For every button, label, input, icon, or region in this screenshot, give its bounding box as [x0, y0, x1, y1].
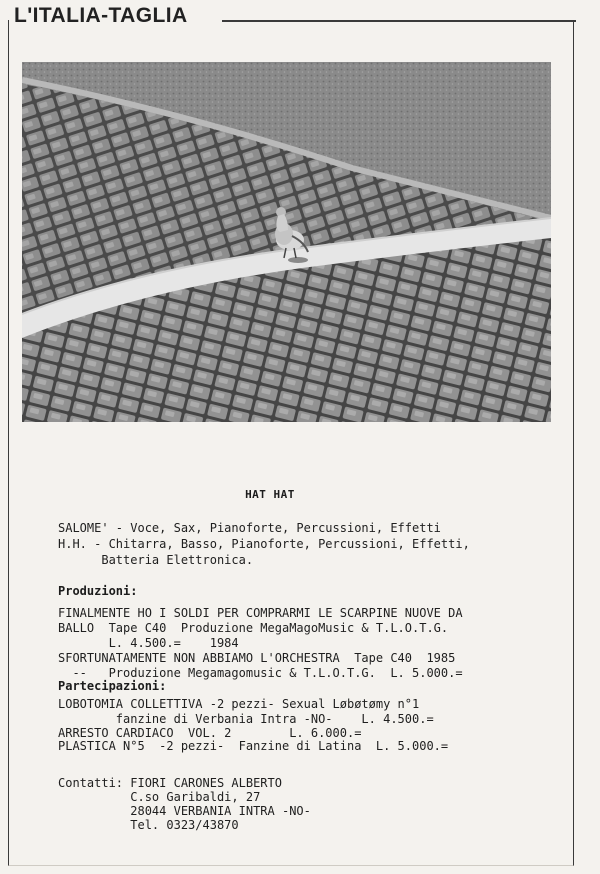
contact-line: Tel. 0323/43870	[58, 818, 239, 832]
participation-line: LOBOTOMIA COLLETTIVA -2 pezzi- Sexual Løbøtømy n°1	[58, 697, 420, 711]
band-member-line: Batteria Elettronica.	[58, 553, 254, 567]
participation-line: PLASTICA N°5 -2 pezzi- Fanzine di Latina L. 5.000.=	[58, 739, 449, 753]
production-line: SFORTUNATAMENTE NON ABBIAMO L'ORCHESTRA Tape C40 1985	[58, 651, 456, 665]
band-member-line: SALOME' - Voce, Sax, Pianoforte, Percussioni, Effetti	[58, 521, 441, 535]
production-line: -- Produzione Megamagomusic & T.L.O.T.G. L. 5.000.=	[58, 666, 463, 680]
band-name: HAT HAT	[245, 488, 295, 501]
participation-line: ARRESTO CARDIACO VOL. 2 L. 6.000.=	[58, 726, 362, 740]
productions-label: Produzioni:	[58, 584, 138, 598]
participations-label: Partecipazioni:	[58, 679, 167, 693]
header-rule	[222, 20, 576, 22]
contact-line: C.so Garibaldi, 27	[58, 790, 261, 804]
production-line: BALLO Tape C40 Produzione MegaMagoMusic & T.L.O.T.G.	[58, 621, 449, 635]
header-title: L'ITALIA-TAGLIA	[14, 4, 194, 28]
street-photo	[22, 62, 551, 422]
contact-line: Contatti: FIORI CARONES ALBERTO	[58, 776, 282, 790]
production-line: L. 4.500.= 1984	[58, 636, 239, 650]
contact-line: 28044 VERBANIA INTRA -NO-	[58, 804, 311, 818]
band-member-line: H.H. - Chitarra, Basso, Pianoforte, Percussioni, Effetti,	[58, 537, 470, 551]
participation-line: fanzine di Verbania Intra -NO- L. 4.500.=	[58, 712, 434, 726]
production-line: FINALMENTE HO I SOLDI PER COMPRARMI LE SCARPINE NUOVE DA	[58, 606, 463, 620]
